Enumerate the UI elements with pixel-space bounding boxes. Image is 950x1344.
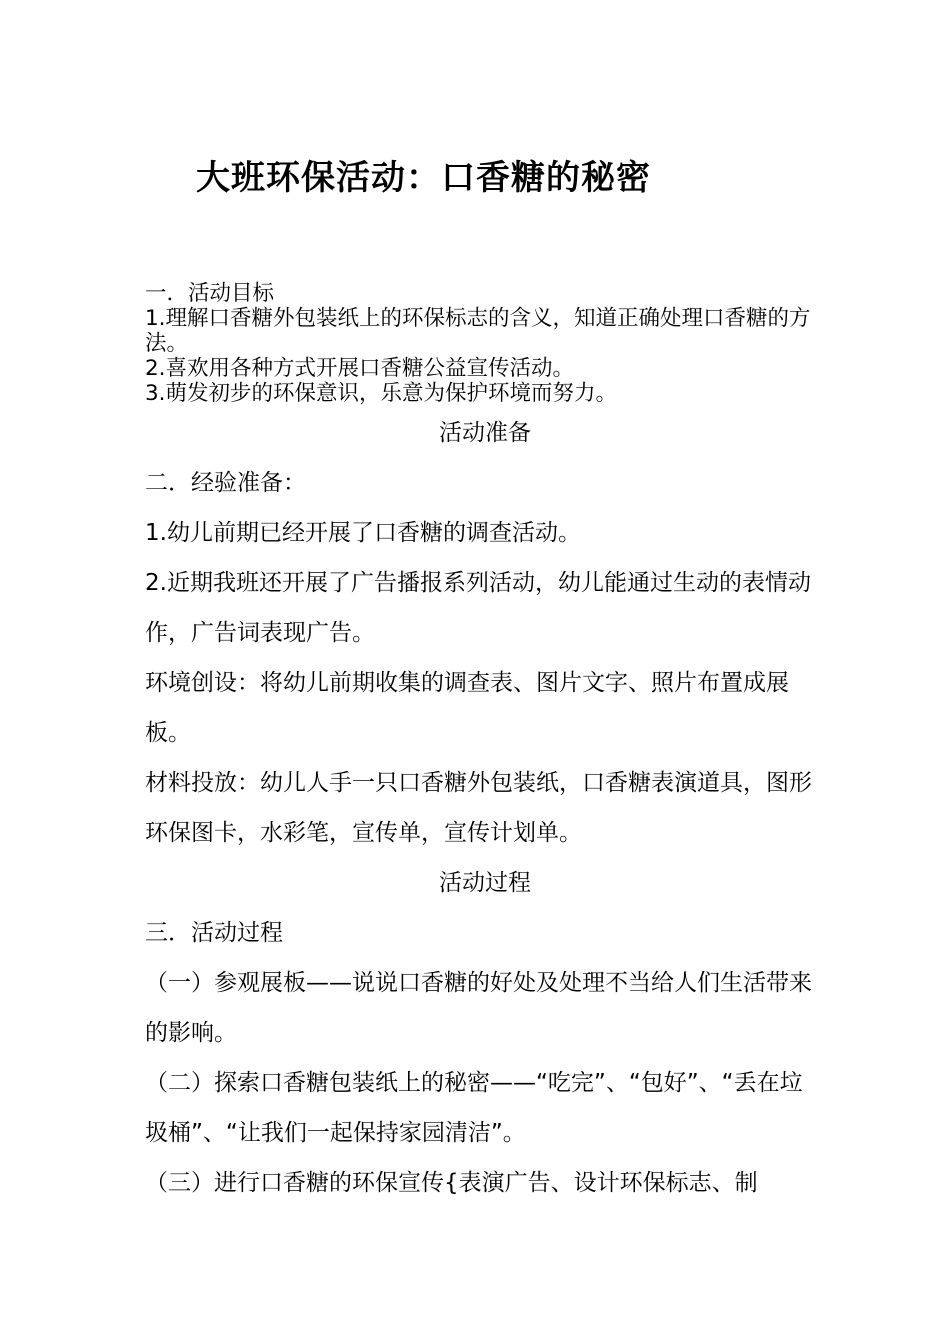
document-title: 大班环保活动：口香糖的秘密 bbox=[196, 158, 651, 198]
process-item-1: （一）参观展板——说说口香糖的好处及处理不当给人们生活带来的影响。 bbox=[145, 970, 812, 1046]
objective-item-1: 1.理解口香糖外包装纸上的环保标志的含义，知道正确处理口香糖的方法。 bbox=[145, 306, 811, 356]
preparation-section bbox=[145, 408, 825, 1208]
preparation-item-environment: 环境创设：将幼儿前期收集的调查表、图片文字、照片布置成展板。 bbox=[145, 670, 789, 746]
preparation-center-heading: 活动准备 bbox=[439, 420, 531, 446]
process-heading: 三．活动过程 bbox=[145, 920, 283, 946]
objectives-heading: 一．活动目标 bbox=[145, 281, 275, 306]
preparation-heading: 二．经验准备： bbox=[145, 470, 306, 496]
objectives-section bbox=[145, 281, 825, 406]
objective-item-2: 2.喜欢用各种方式开展口香糖公益宣传活动。 bbox=[145, 356, 575, 381]
preparation-item-materials: 材料投放：幼儿人手一只口香糖外包装纸，口香糖表演道具，图形环保图卡，水彩笔，宣传单，宣传计划单。 bbox=[145, 770, 812, 846]
process-item-3: （三）进行口香糖的环保宣传{表演广告、设计环保标志、制 bbox=[145, 1170, 758, 1196]
process-item-2: （二）探索口香糖包装纸上的秘密——“吃完”、“包好”、“丢在垃圾桶”、“让我们一起保持家园清洁”。 bbox=[145, 1070, 803, 1146]
objective-item-3: 3.萌发初步的环保意识，乐意为保护环境而努力。 bbox=[145, 381, 618, 406]
preparation-item-2: 2.近期我班还开展了广告播报系列活动，幼儿能通过生动的表情动作，广告词表现广告。 bbox=[145, 570, 811, 646]
process-center-heading: 活动过程 bbox=[439, 870, 531, 896]
preparation-item-1: 1.幼儿前期已经开展了口香糖的调查活动。 bbox=[145, 520, 581, 546]
